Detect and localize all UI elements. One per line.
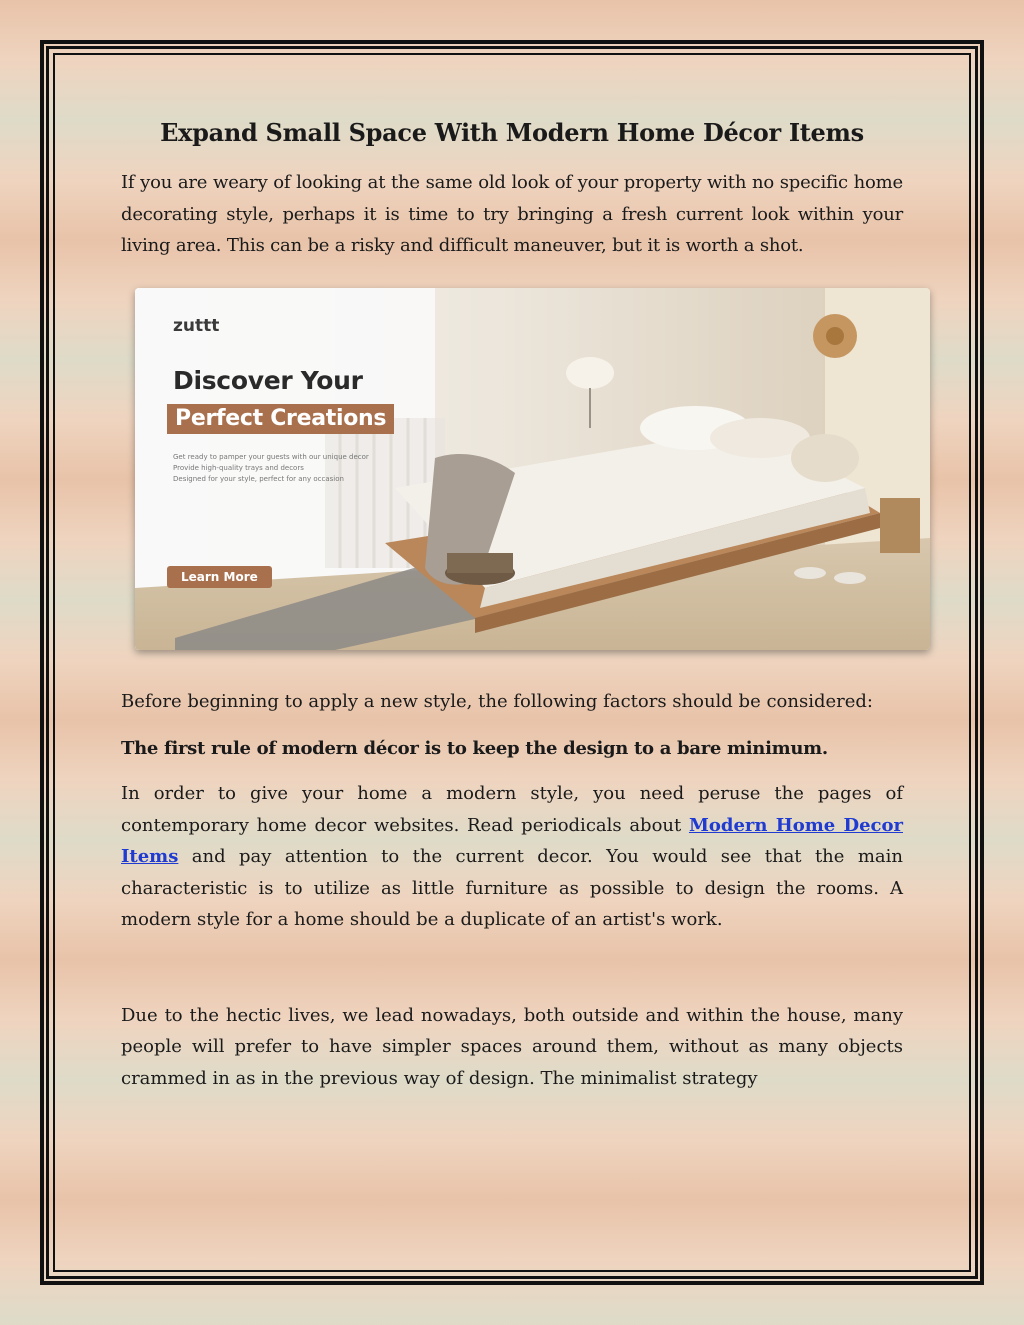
learn-more-button[interactable]: Learn More	[167, 566, 272, 588]
document-body	[121, 118, 903, 1094]
banner-bullet: Get ready to pamper your guests with our unique decor	[173, 452, 369, 461]
rule-heading: The first rule of modern décor is to keep the design to a bare minimum.	[121, 738, 828, 759]
banner-bullet: Designed for your style, perfect for any occasion	[173, 474, 344, 483]
promo-banner-image	[135, 288, 930, 650]
modern-home-decor-link[interactable]: Modern Home Decor Items	[121, 814, 904, 867]
banner-bullet: Provide high-quality trays and decors	[173, 463, 304, 472]
paragraph-text-after-link: and pay attention to the current decor. You would see that the main characteristic is to utilize as little furniture as possible to design the rooms. A modern style for a home should be a duplicate of an artist's work.	[121, 846, 903, 930]
paragraph-text-before-link: In order to give your home a modern style, you need peruse the pages of contemporary home decor websites. Read periodicals about	[121, 783, 903, 836]
hectic-lives-paragraph: Due to the hectic lives, we lead nowadays, both outside and within the house, many people will prefer to have simpler spaces around them, without as many objects crammed in as in the previous way of design. The minimalist strategy	[121, 1004, 903, 1089]
modern-style-paragraph	[121, 778, 903, 936]
banner-subheadline: Perfect Creations	[167, 404, 394, 434]
document-title: Expand Small Space With Modern Home Décor Items	[160, 118, 864, 147]
banner-bullets	[173, 452, 369, 485]
intro-paragraph: If you are weary of looking at the same old look of your property with no specific home decorating style, perhaps it is time to try bringing a fresh current look within your living area. This can be a risky and difficult maneuver, but it is worth a shot.	[121, 172, 903, 256]
factors-paragraph: Before beginning to apply a new style, the following factors should be considered:	[121, 690, 873, 712]
banner-headline: Discover Your	[173, 365, 363, 395]
banner-logo: zuttt	[173, 315, 220, 336]
